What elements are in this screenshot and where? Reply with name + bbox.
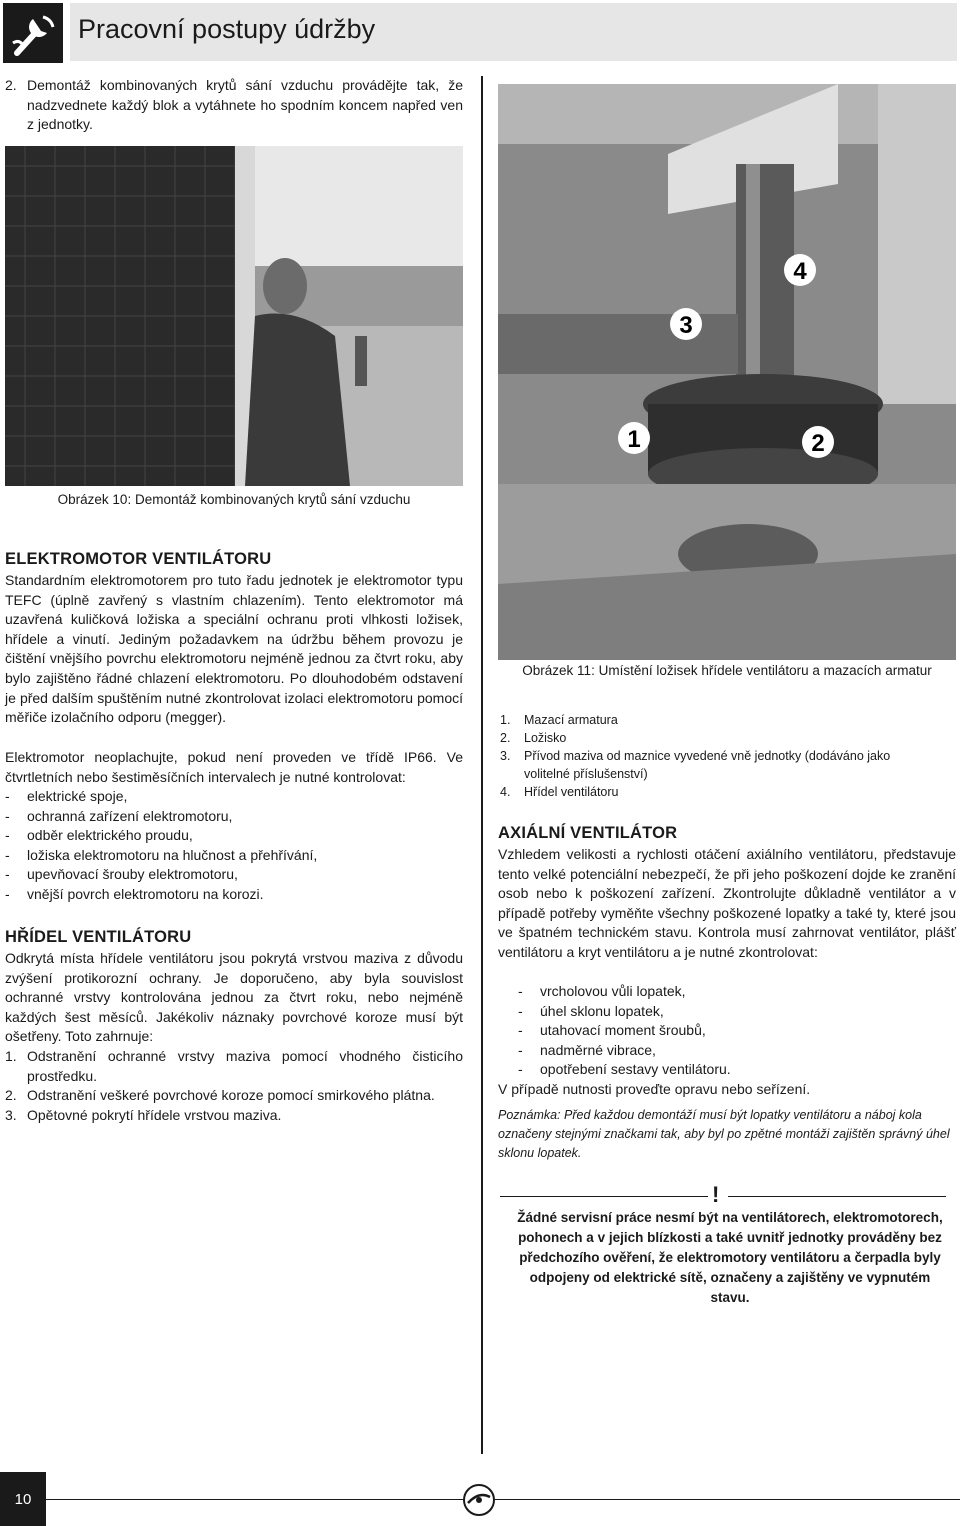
wrench-hand-icon — [3, 3, 63, 63]
figure-11-caption: Obrázek 11: Umístění ložisek hřídele ventilátoru a mazacích armatur — [522, 663, 932, 678]
figure-10-photo — [5, 146, 463, 486]
motor-paragraph-1: Standardním elektromotorem pro tuto řadu jednotek je elektromotor typu TEFC (úplně zavřený s vlastním chlazením). Tento elektromotor má uzavřená kuličková ložiska a speciální ochranu proti vlhkosti ložisek, hřídele a vinutí. Jediným požadavkem na údržbu během provozu je čištění vnějšího povrchu elektromotoru nejméně jednou za čtvrt roku, aby bylo zajištěno řádné chlazení elektromotoru. Po dlouhodobém odstavení je před dalším spuštěním nutné zkontrolovat izolaci elektromotoru pomocí měřiče izolačního odporu (megger). — [5, 572, 463, 726]
list-item: 2. Odstranění veškeré povrchové koroze pomocí smirkového plátna. — [5, 1087, 435, 1104]
motor-paragraph-2: Elektromotor neoplachujte, pokud není proveden ve třídě IP66. Ve čtvrtletních nebo šestiměsíčních intervalech je nutné kontrolovat: — [5, 749, 463, 785]
shaft-paragraph: Odkrytá místa hřídele ventilátoru jsou pokrytá vrstvou maziva z důvodu zvýšení protikorozní ochrany. Je doporučeno, aby byla souvislost ochranné vrstvy kontrolována jednou za čtvrt roku, nebo nejméně každých šest měsíců. Jakékoliv náznaky povrchové koroze musí být ošetřeny. Toto zahrnuje: — [5, 950, 463, 1045]
list-item: - odběr elektrického proudu, — [5, 827, 193, 844]
callout-1: 1 — [627, 426, 641, 453]
list-item: - opotřebení sestavy ventilátoru. — [518, 1061, 731, 1078]
axial-checklist — [518, 982, 938, 1080]
legend-item: 3. Přívod maziva od maznice vyvedené vně jednotky (dodáváno jako volitelné příslušenství) — [500, 749, 891, 781]
list-item: 1. Odstranění ochranné vrstvy maziva pomocí vhodného čisticího prostředku. — [5, 1048, 463, 1084]
figure-11-photo — [498, 84, 956, 660]
shaft-heading: HŘÍDEL VENTILÁTORU — [5, 928, 192, 946]
legend-item: 2. Ložisko — [500, 731, 567, 745]
list-item: - nadměrné vibrace, — [518, 1041, 656, 1058]
axial-paragraph-2: V případě nutnosti proveďte opravu nebo seřízení. — [498, 1081, 811, 1097]
callout-2: 2 — [811, 430, 825, 457]
list-item: 3. Opětovné pokrytí hřídele vrstvou maziva. — [5, 1106, 282, 1123]
list-item: - vnější povrch elektromotoru na korozi. — [5, 885, 264, 902]
callout-4: 4 — [793, 258, 807, 285]
axial-fan-heading: AXIÁLNÍ VENTILÁTOR — [498, 824, 678, 842]
warning-exclamation-icon: ! — [712, 1182, 720, 1207]
legend-item: 4. Hřídel ventilátoru — [500, 785, 619, 799]
motor-checklist — [5, 787, 463, 905]
column-divider — [481, 76, 483, 1454]
callout-3: 3 — [679, 312, 693, 339]
page-number: 10 — [0, 1472, 46, 1526]
motor-heading: ELEKTROMOTOR VENTILÁTORU — [5, 550, 272, 568]
bac-logo-icon — [462, 1483, 496, 1517]
list-item: - ložiska elektromotoru na hlučnost a přehřívání, — [5, 846, 318, 863]
footer-rule — [46, 1499, 960, 1500]
axial-paragraph: Vzhledem velikosti a rychlosti otáčení axiálního ventilátoru, představuje tento velké potenciální nebezpečí, že při jeho poškození dojde ke zranění osob nebo k poškození zařízení. Zkontrolujte důkladně ventilátor a v případě potřeby vyměňte všechny poškozené lopatky a také ty, které jsou ve špatném technickém stavu. Kontrola musí zahrnovat ventilátor, plášť ventilátoru a kryt ventilátoru a je nutné zkontrolovat: — [498, 846, 956, 960]
warning-rule-right — [728, 1196, 946, 1197]
shaft-steps — [5, 1047, 463, 1125]
figure-10-caption: Obrázek 10: Demontáž kombinovaných krytů sání vzduchu — [57, 492, 411, 507]
figure-11-legend — [500, 711, 920, 801]
page-title: Pracovní postupy údržby — [78, 14, 376, 44]
step-2 — [5, 76, 463, 135]
list-item: - ochranná zařízení elektromotoru, — [5, 807, 233, 824]
list-item: - úhel sklonu lopatek, — [518, 1002, 664, 1019]
list-item: - upevňovací šrouby elektromotoru, — [5, 866, 238, 883]
warning-rule-left — [500, 1196, 708, 1197]
warning-text: Žádné servisní práce nesmí být na ventilátorech, elektromotorech, pohonech a v jejich blízkosti a také uvnitř jednotky prováděny bez předchozího ověření, že elektromotory ventilátoru a čerpadla byly odpojeny od elektrické sítě, označeny a zajištěny ve vypnutém stavu. — [517, 1210, 943, 1305]
list-item: - vrcholovou vůli lopatek, — [518, 983, 686, 999]
step-2-number: 2. — [5, 77, 17, 93]
legend-item: 1. Mazací armatura — [500, 713, 618, 727]
list-item: - elektrické spoje, — [5, 788, 128, 804]
list-item: - utahovací moment šroubů, — [518, 1022, 706, 1039]
note: Poznámka: Před každou demontáží musí být lopatky ventilátoru a náboj kola označeny stejnými značkami tak, aby byl po zpětné montáži zajištěn správný úhel sklonu lopatek. — [498, 1108, 950, 1160]
step-2-text: Demontáž kombinovaných krytů sání vzduchu provádějte tak, že nadzvednete každý blok a vytáhnete ho spodním koncem napřed ven z jednotky. — [27, 77, 463, 133]
